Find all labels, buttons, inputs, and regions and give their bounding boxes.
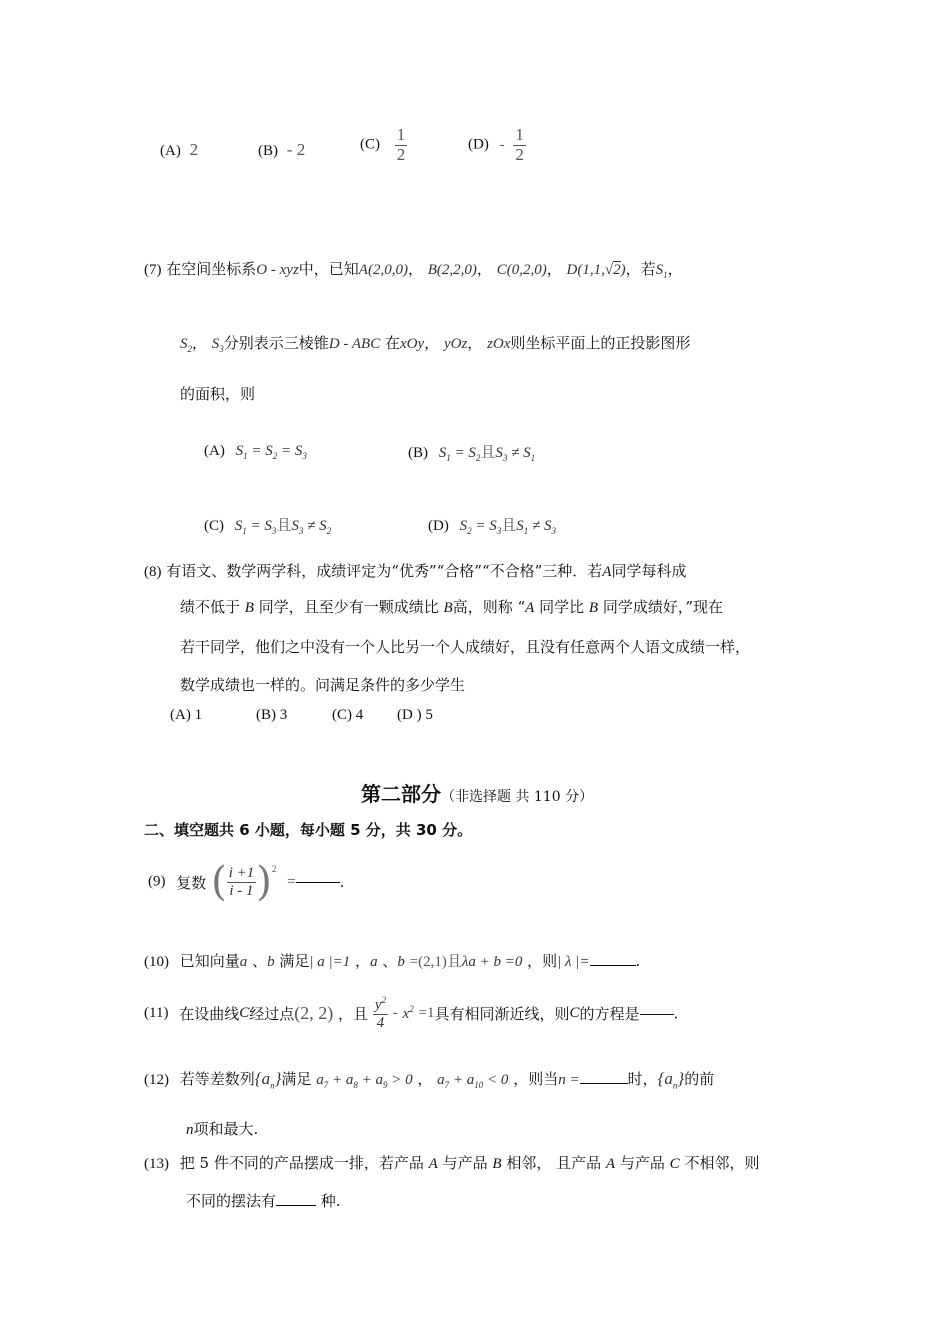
q8-option-d: (D ) 5	[397, 707, 433, 723]
q8-line4: 数学成绩也一样的。问满足条件的多少学生	[180, 676, 466, 694]
question-number: (10)	[144, 954, 169, 970]
q8-line2: 绩不低于 B 同学，且至少有一颗成绩比 B高，则称 “A 同学比 B 同学成绩好，”现在	[180, 598, 724, 616]
answer-blank[interactable]	[276, 1204, 316, 1206]
q13-line1: (13) 把 5 件不同的产品摆成一排，若产品 A 与产品 B 相邻， 且产品 A 与产品 C 不相邻，则	[144, 1154, 760, 1172]
q10: (10) 已知向量a 、b 满足| a |=1 ，a 、b =(2,1)且λa + b =0 ，则| λ |= .	[144, 952, 641, 970]
option-value: - 2	[286, 140, 306, 159]
answer-blank[interactable]	[296, 881, 340, 883]
q6-option-b	[258, 140, 305, 160]
option-label: (D)	[468, 136, 489, 153]
q6-option-c	[360, 126, 407, 164]
q7-line2: $S_2$， $S_3$分别表示三棱锥D - ABC 在xOy， yOz， zOx则坐标平面上的正投影图形	[180, 334, 691, 354]
option-value: 2	[189, 140, 199, 159]
q6-option-d: (D) - $\frac{1}{2}$	[468, 125, 524, 164]
option-label: (B)	[258, 143, 278, 159]
q12-line2: n项和最大.	[186, 1120, 259, 1138]
q7-option-a: (A) $S_1 = S_2 = S_3$	[204, 443, 307, 461]
section-heading: 二、填空题共 6 小题，每小题 5 分，共 30 分。	[144, 821, 473, 839]
q8-option-b: (B) 3	[256, 707, 288, 723]
q12-line1: (12) 若等差数列$\{a_n\}$满足 $a_7 + a_8 + a_9 > 0$ ， $a_7 + a_{10} < 0$ ，则当n = 时，$\{a_n\}$的前	[144, 1069, 715, 1091]
q9: (9) 复数 ( $\frac{i +1}{i - 1}$ )$^2$ = .	[148, 859, 345, 905]
q6-option-a	[160, 140, 198, 160]
question-number: (11)	[144, 1005, 169, 1021]
q11: (11) 在设曲线C经过点(2, 2) ，且 $\frac{y^2}{4}$ - $x^2 =1$具有相同渐近线，则C的方程是 .	[144, 995, 679, 1031]
q7-option-b: (B) $S_1 = S_2$且$S_3 \ne S_1$	[408, 443, 536, 463]
q7-line3: 的面积，则	[180, 385, 256, 403]
q13-line2: 不同的摆法有 种.	[186, 1192, 341, 1210]
fraction: $\frac{1}{2}$	[396, 125, 406, 164]
answer-blank[interactable]	[580, 1082, 628, 1084]
part2-heading	[361, 778, 593, 807]
q8-option-c: (C) 4	[332, 707, 364, 723]
question-number: (12)	[144, 1072, 169, 1088]
question-number: (8)	[144, 564, 162, 580]
question-number: (7)	[144, 262, 162, 278]
fraction: $\frac{y^2}{4}$	[374, 995, 387, 1031]
q7-line1: (7) 在空间坐标系O - xyz中，已知A(2,0,0)， B(2,2,0)， C(0,2,0)， D(1,1,√2)，若$S_1$，	[144, 260, 683, 280]
q8-option-a: (A) 1	[170, 707, 203, 723]
fraction: $\frac{1}{2}$	[515, 125, 524, 164]
answer-blank[interactable]	[590, 964, 636, 966]
part-title: 第二部分	[361, 782, 441, 806]
option-label: (C)	[360, 136, 380, 153]
q7-option-c: (C) $S_1 = S_3$且$S_3 \ne S_2$	[204, 516, 332, 536]
question-number: (13)	[144, 1156, 169, 1172]
part-subtitle: （非选择题 共 110 分）	[441, 789, 594, 805]
q7-option-d: (D) $S_2 = S_3$且$S_1 \ne S_3$	[428, 516, 556, 536]
answer-blank[interactable]	[640, 1013, 674, 1015]
q8-line1: (8) 有语文、数学两学科，成绩评定为“优秀”“合格”“不合格”三种．若A同学每科成	[144, 562, 687, 580]
question-number: (9)	[148, 873, 166, 890]
option-label: (A)	[160, 143, 181, 159]
fraction: $\frac{i +1}{i - 1}$	[228, 865, 255, 899]
q8-line3: 若干同学，他们之中没有一个人比另一个人成绩好，且没有任意两个人语文成绩一样，	[180, 638, 751, 656]
